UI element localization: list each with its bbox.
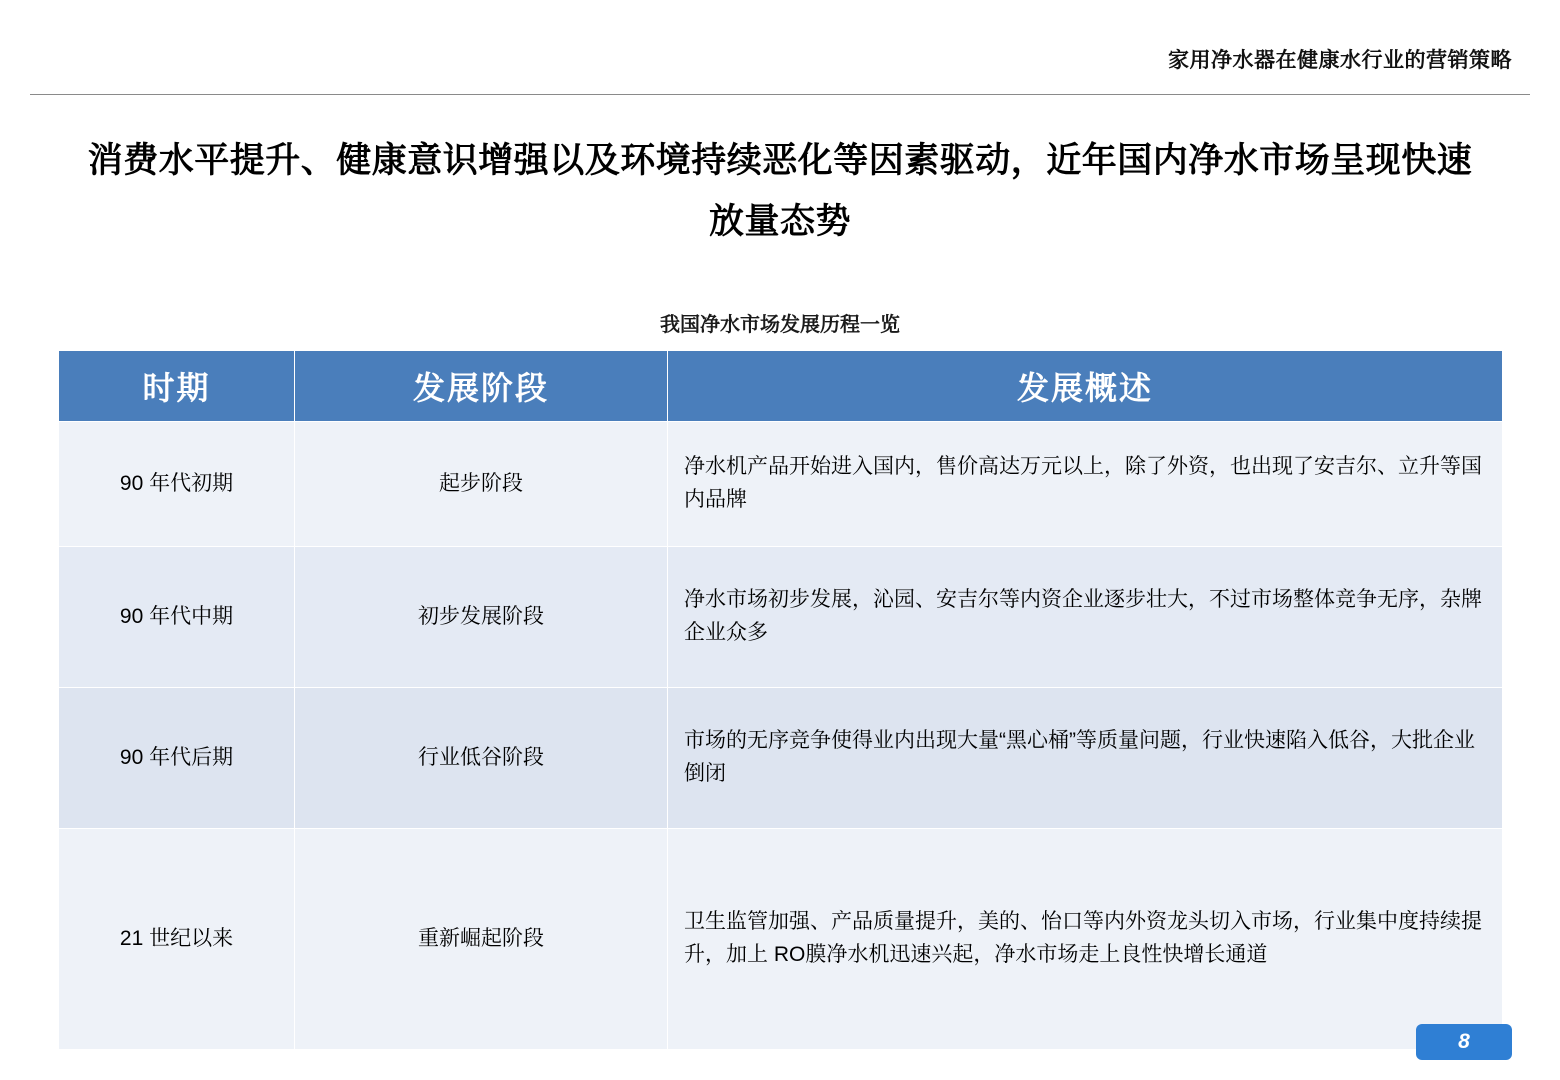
cell-description: 卫生监管加强、产品质量提升，美的、怡口等内外资龙头切入市场，行业集中度持续提升，加上 RO膜净水机迅速兴起，净水市场走上良性快增长通道 <box>668 829 1503 1050</box>
cell-description: 净水市场初步发展，沁园、安吉尔等内资企业逐步壮大，不过市场整体竞争无序，杂牌企业众多 <box>668 547 1503 688</box>
cell-period: 90 年代中期 <box>59 547 295 688</box>
table-row <box>59 688 1503 829</box>
cell-stage: 重新崛起阶段 <box>295 829 668 1050</box>
table-caption: 我国净水市场发展历程一览 <box>660 314 900 336</box>
page-title: 消费水平提升、健康意识增强以及环境持续恶化等因素驱动，近年国内净水市场呈现快速放量态势 <box>87 141 1473 242</box>
cell-stage: 起步阶段 <box>295 422 668 547</box>
cell-period: 90 年代初期 <box>59 422 295 547</box>
slide-header <box>0 0 1560 96</box>
table-row <box>59 422 1503 547</box>
column-header-period: 时期 <box>59 351 295 422</box>
cell-period: 90 年代后期 <box>59 688 295 829</box>
cell-stage: 行业低谷阶段 <box>295 688 668 829</box>
cell-period: 21 世纪以来 <box>59 829 295 1050</box>
table-header-row <box>59 351 1503 422</box>
market-history-table <box>58 350 1502 1050</box>
table-row <box>59 829 1503 1050</box>
column-header-description: 发展概述 <box>668 351 1503 422</box>
header-title: 家用净水器在健康水行业的营销策略 <box>1168 49 1512 72</box>
cell-stage: 初步发展阶段 <box>295 547 668 688</box>
cell-description: 市场的无序竞争使得业内出现大量“黑心桶”等质量问题，行业快速陷入低谷，大批企业倒闭 <box>668 688 1503 829</box>
table-row <box>59 547 1503 688</box>
page-number-badge: 8 <box>1416 1024 1512 1060</box>
header-divider <box>30 94 1530 95</box>
cell-description: 净水机产品开始进入国内，售价高达万元以上，除了外资，也出现了安吉尔、立升等国内品牌 <box>668 422 1503 547</box>
column-header-stage: 发展阶段 <box>295 351 668 422</box>
